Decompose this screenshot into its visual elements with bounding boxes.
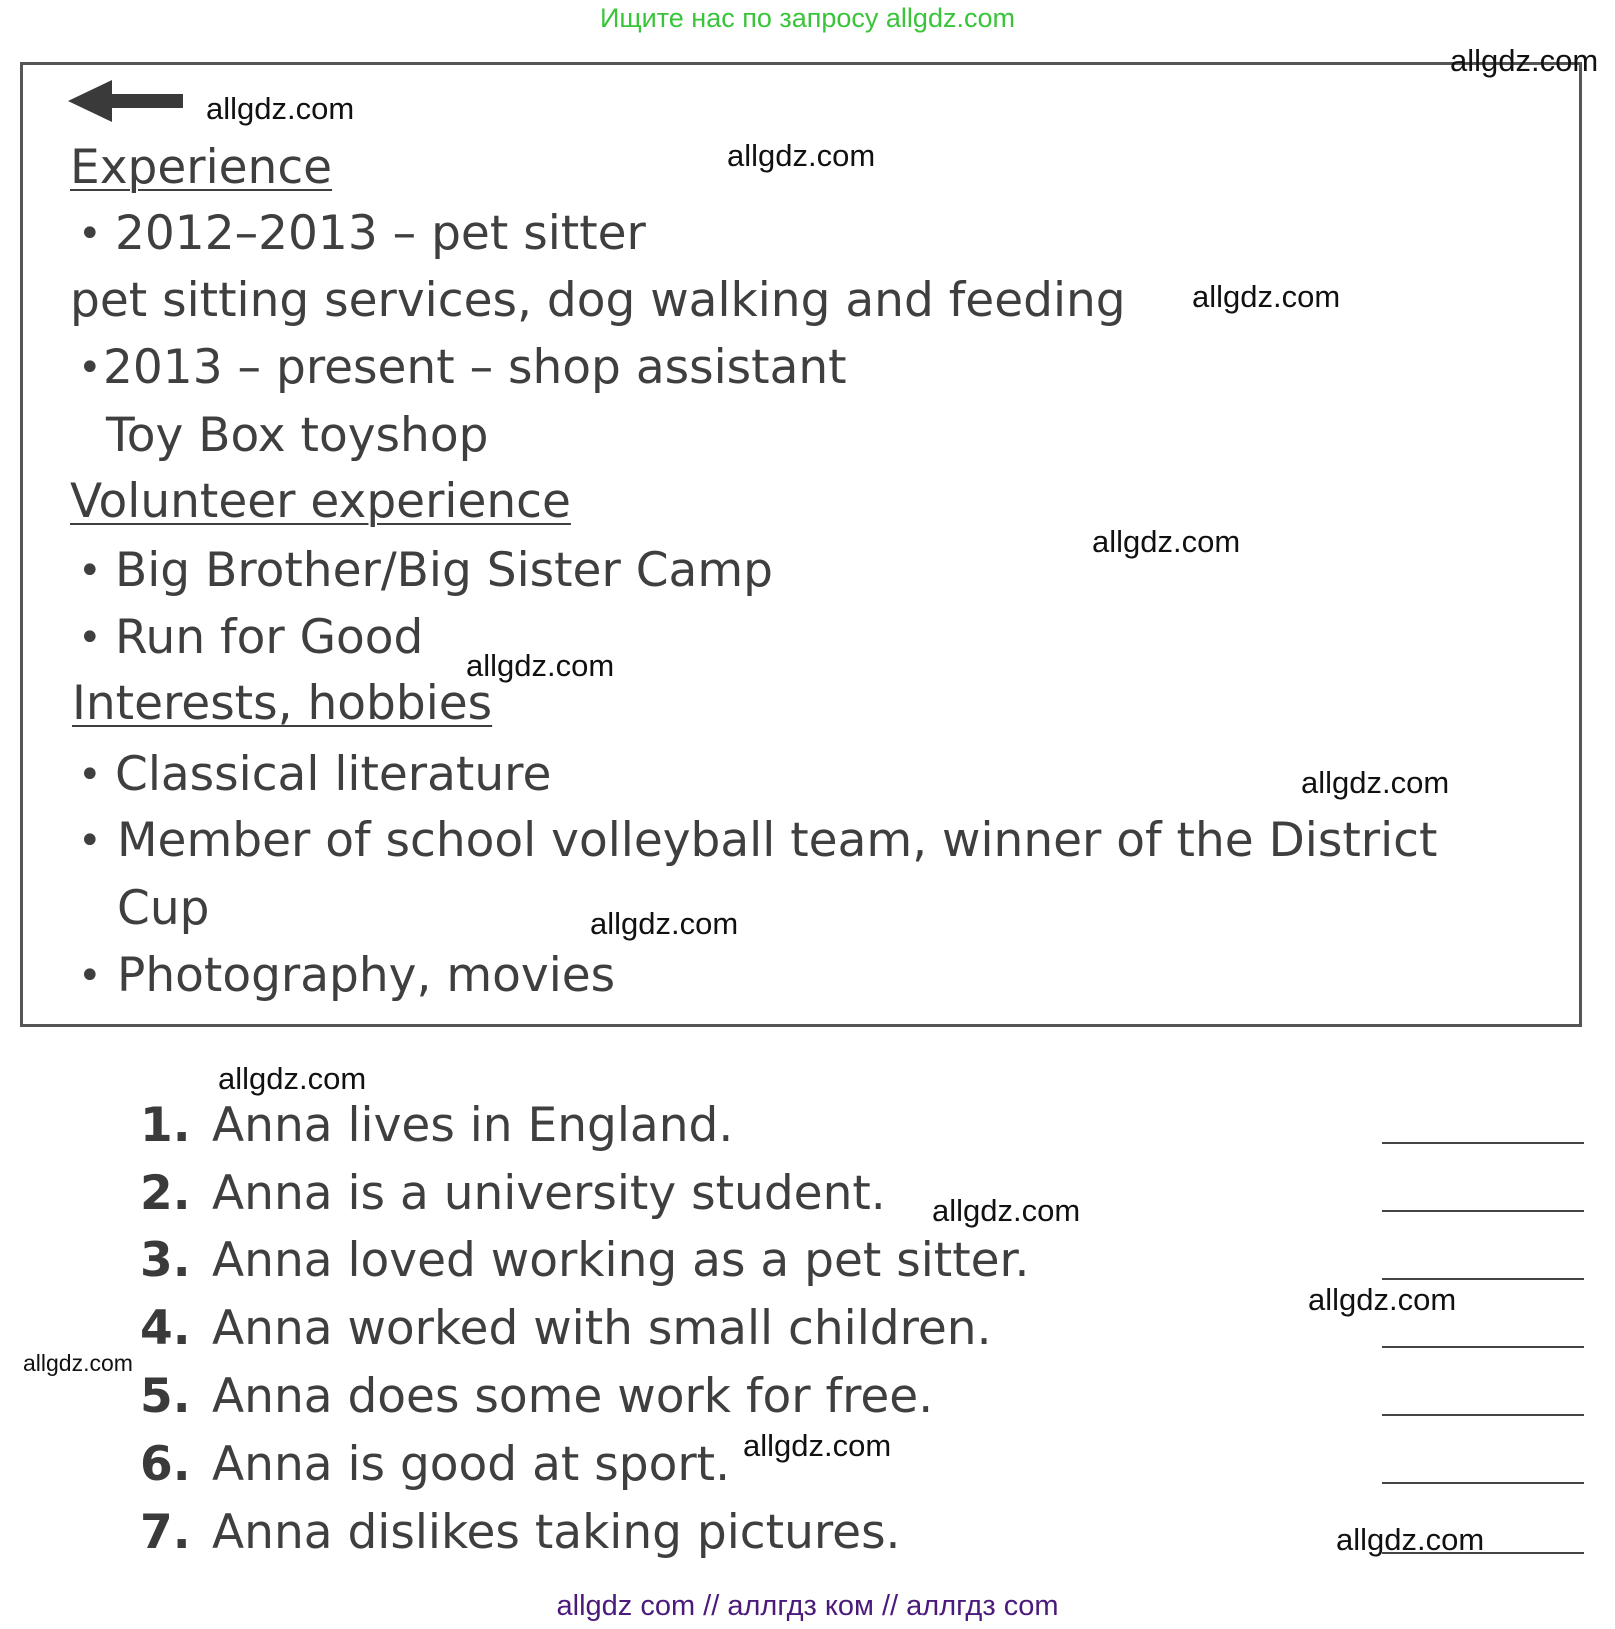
bullet-vol1: • <box>78 548 102 594</box>
interest-item-literature: Classical literature <box>115 747 552 802</box>
statement-number: 2. <box>140 1166 191 1221</box>
watermark: allgdz.com <box>727 138 876 173</box>
experience-item-shop-assistant-desc: Toy Box toyshop <box>106 408 489 463</box>
statement-number: 1. <box>140 1098 191 1153</box>
watermark: allgdz.com <box>1308 1282 1457 1317</box>
experience-item-pet-sitter: 2012–2013 – pet sitter <box>115 206 646 261</box>
watermark: allgdz.com <box>1450 43 1599 78</box>
answer-line[interactable] <box>1382 1346 1584 1348</box>
experience-item-pet-sitter-desc: pet sitting services, dog walking and feeding <box>70 273 1126 328</box>
footer-links[interactable]: allgdz com // аллгдз ком // аллгдз com <box>556 1590 1059 1622</box>
statement-number: 7. <box>140 1505 191 1560</box>
bullet-vol2: • <box>78 615 102 661</box>
back-arrow-icon <box>68 78 183 124</box>
volunteer-item-camp: Big Brother/Big Sister Camp <box>115 543 773 598</box>
statement-text: Anna does some work for free. <box>212 1369 934 1424</box>
statement-text: Anna is a university student. <box>212 1166 886 1221</box>
watermark: allgdz.com <box>1301 765 1450 800</box>
statement-number: 5. <box>140 1369 191 1424</box>
interests-heading: Interests, hobbies <box>72 676 493 731</box>
experience-item-shop-assistant: 2013 – present – shop assistant <box>103 340 847 395</box>
watermark: allgdz.com <box>1092 524 1241 559</box>
watermark: allgdz.com <box>1192 279 1341 314</box>
bullet-int1: • <box>78 752 102 798</box>
interest-item-photography: Photography, movies <box>117 948 616 1003</box>
statement-text: Anna worked with small children. <box>212 1301 992 1356</box>
bullet-int3: • <box>78 953 102 999</box>
statement-number: 6. <box>140 1437 191 1492</box>
interest-item-volleyball: Member of school volleyball team, winner of the District <box>117 813 1438 868</box>
statement-text: Anna is good at sport. <box>212 1437 731 1492</box>
watermark: allgdz.com <box>23 1350 133 1376</box>
watermark: allgdz.com <box>743 1428 892 1463</box>
watermark: allgdz.com <box>218 1061 367 1096</box>
answer-line[interactable] <box>1382 1482 1584 1484</box>
watermark: allgdz.com <box>466 648 615 683</box>
answer-line[interactable] <box>1382 1278 1584 1280</box>
statement-text: Anna dislikes taking pictures. <box>212 1505 901 1560</box>
volunteer-item-run: Run for Good <box>115 610 424 665</box>
volunteer-heading: Volunteer experience <box>70 474 571 529</box>
answer-line[interactable] <box>1382 1142 1584 1144</box>
bullet-exp2: • <box>78 345 102 391</box>
answer-line[interactable] <box>1382 1414 1584 1416</box>
watermark: allgdz.com <box>590 906 739 941</box>
bullet-exp1: • <box>78 211 102 257</box>
top-banner[interactable]: Ищите нас по запросу allgdz.com <box>600 3 1015 33</box>
answer-line[interactable] <box>1382 1210 1584 1212</box>
statement-text: Anna lives in England. <box>212 1098 734 1153</box>
watermark: allgdz.com <box>1336 1522 1485 1557</box>
watermark: allgdz.com <box>206 91 355 126</box>
watermark: allgdz.com <box>932 1193 1081 1228</box>
experience-heading: Experience <box>70 140 333 195</box>
interest-item-volleyball-cont: Cup <box>117 881 210 936</box>
statement-number: 4. <box>140 1301 191 1356</box>
bullet-int2: • <box>78 818 102 864</box>
statement-number: 3. <box>140 1233 191 1288</box>
statement-text: Anna loved working as a pet sitter. <box>212 1233 1030 1288</box>
